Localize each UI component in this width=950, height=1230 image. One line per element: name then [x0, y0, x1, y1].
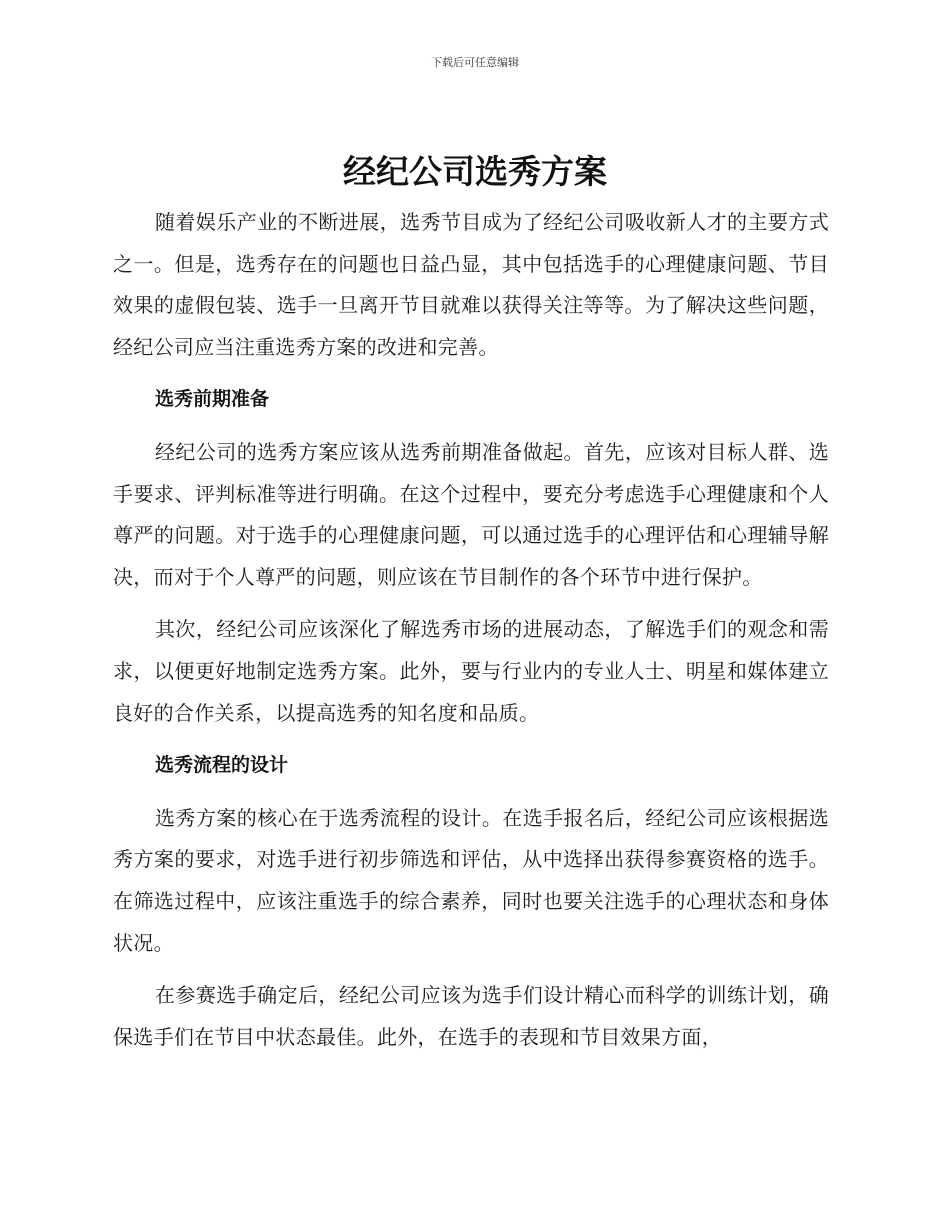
section-paragraph: 在参赛选手确定后，经纪公司应该为选手们设计精心而科学的训练计划，确保选手们在节目中状态最佳。此外，在选手的表现和节目效果方面，	[113, 983, 829, 1049]
intro-paragraph: 随着娱乐产业的不断进展，选秀节目成为了经纪公司吸收新人才的主要方式之一。但是，选秀存在的问题也日益凸显，其中包括选手的心理健康问题、节目效果的虚假包装、选手一旦离开节目就难以获得关注等等。为了解决这些问题，经纪公司应当注重选秀方案的改进和完善。	[113, 210, 829, 359]
section-paragraph: 经纪公司的选秀方案应该从选秀前期准备做起。首先，应该对目标人群、选手要求、评判标准等进行明确。在这个过程中，要充分考虑选手心理健康和个人尊严的问题。对于选手的心理健康问题，可以通过选手的心理评估和心理辅导解决，而对于个人尊严的问题，则应该在节目制作的各个环节中进行保护。	[113, 439, 829, 589]
section-paragraph: 选秀方案的核心在于选秀流程的设计。在选手报名后，经纪公司应该根据选秀方案的要求，对选手进行初步筛选和评估，从中选择出获得参赛资格的选手。在筛选过程中，应该注重选手的综合素养，同时也要关注选手的心理状态和身体状况。	[113, 805, 829, 955]
header-note: 下载后可任意编辑	[431, 56, 519, 69]
section-heading-preparation: 选秀前期准备	[155, 388, 270, 411]
section-paragraph: 其次，经纪公司应该深化了解选秀市场的进展动态，了解选手们的观念和需求，以便更好地制定选秀方案。此外，要与行业内的专业人士、明星和媒体建立良好的合作关系，以提高选秀的知名度和品质。	[113, 617, 829, 725]
document-body	[113, 202, 829, 1069]
document-title: 经纪公司选秀方案	[343, 152, 607, 191]
section-heading-process-design: 选秀流程的设计	[155, 754, 289, 777]
